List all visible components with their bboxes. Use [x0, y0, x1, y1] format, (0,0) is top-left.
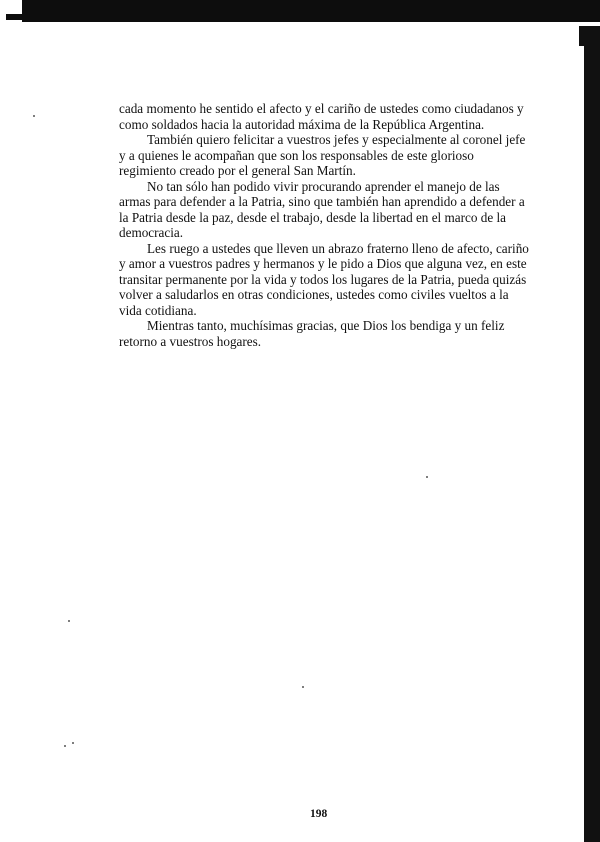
body-text — [119, 101, 529, 349]
scan-border-top — [22, 0, 600, 22]
scan-border-right-notch — [579, 26, 584, 46]
paragraph: Mientras tanto, muchísimas gracias, que Dios los bendiga y un feliz retorno a vuestros hogares. — [119, 318, 505, 349]
paragraph: cada momento he sentido el afecto y el cariño de ustedes como ciudadanos y como soldados hacia la autoridad máxima de la República Argentina. — [119, 101, 524, 132]
scan-speck — [302, 686, 304, 688]
scan-speck — [64, 745, 66, 747]
scan-border-top-tip — [6, 14, 26, 20]
page-number: 198 — [310, 808, 328, 820]
scan-speck — [33, 115, 35, 117]
scan-speck — [72, 742, 74, 744]
scan-speck — [426, 476, 428, 478]
paragraph: No tan sólo han podido vivir procurando aprender el manejo de las armas para defender a la Patria, sino que también han aprendido a defender a la Patria desde la paz, desde el trabajo, desde la libertad en el marco de la democracia. — [119, 178, 525, 240]
paragraph: Les ruego a ustedes que lleven un abrazo fraterno lleno de afecto, cariño y amor a vuestros padres y hermanos y le pido a Dios que alguna vez, en este transitar permanente por la vida y todos los lugares de la Patria, pueda quizás volver a saludarlos en otras condiciones, ustedes como civiles vueltos a la vida cotidiana. — [119, 240, 529, 318]
paragraph: También quiero felicitar a vuestros jefes y especialmente al coronel jefe y a quienes le acompañan que son los responsables de este glorioso regimiento creado por el general San Martín. — [119, 132, 526, 178]
scan-speck — [68, 620, 70, 622]
scan-border-right — [584, 26, 600, 842]
